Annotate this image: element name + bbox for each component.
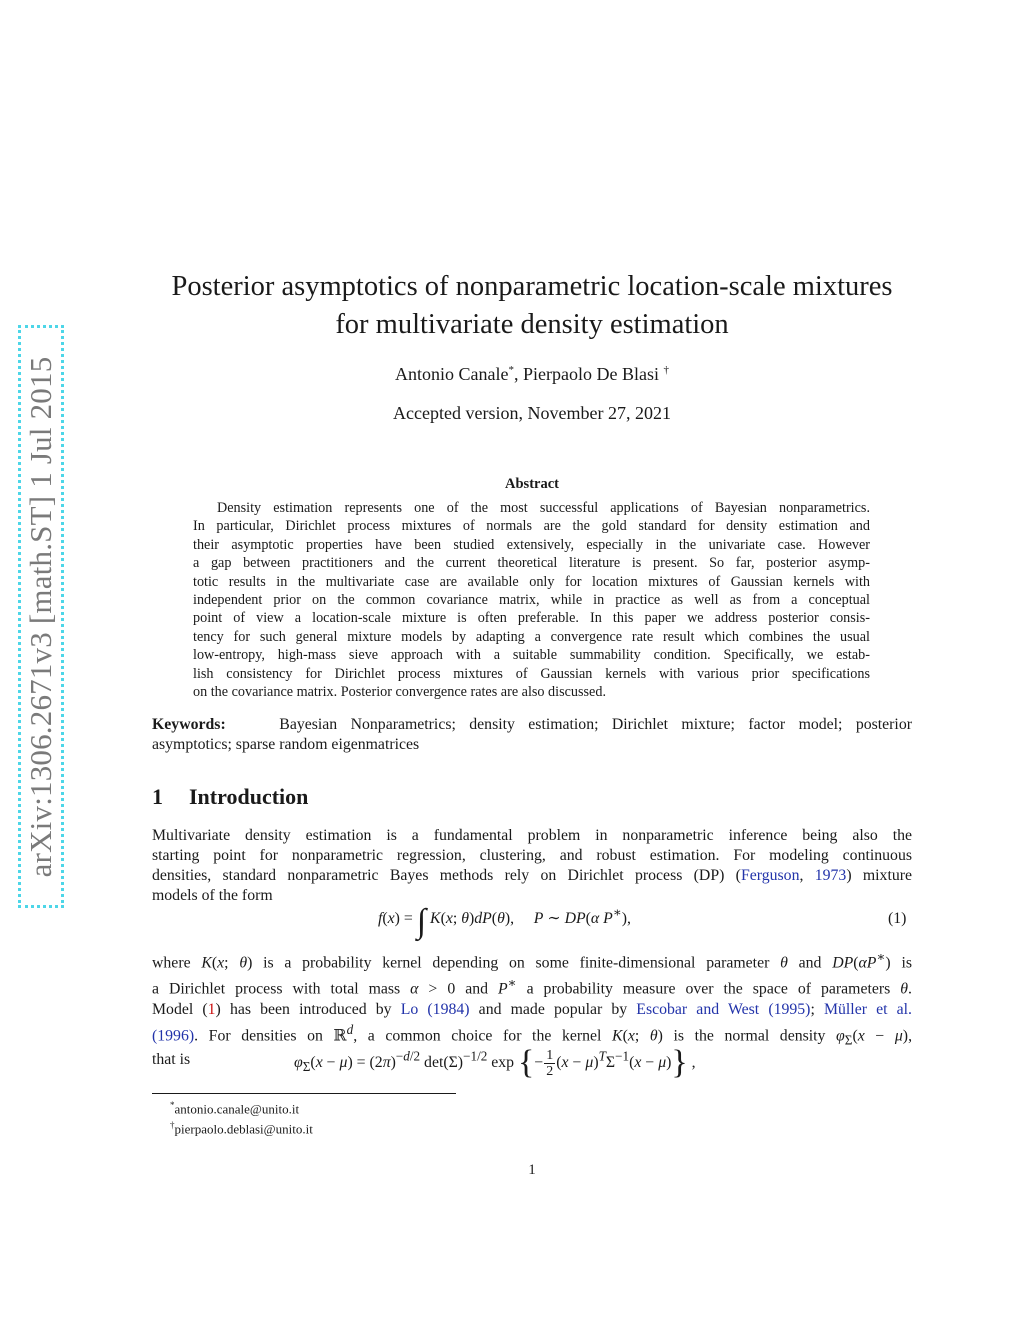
page-number: 1 bbox=[528, 1162, 536, 1178]
citation-muller[interactable]: Müller et al. bbox=[823, 1000, 912, 1018]
abstract-body bbox=[193, 499, 870, 701]
keywords-text-1: Bayesian Nonparametrics; density estimation; Dirichlet mixture; factor model; posterior bbox=[279, 716, 912, 733]
equation-1-number: (1) bbox=[888, 910, 907, 927]
para-line: a Dirichlet process with total mass α > 0 and P∗ a probability measure over the space of parameters θ. bbox=[152, 975, 912, 998]
intro-line: Multivariate density estimation is a fundamental problem in nonparametric inference being also the bbox=[152, 827, 912, 844]
para-line: (1996). For densities on ℝ$^d$, a common choice for the kernel K(x; θ) is the normal density $\varphi_\Sigma(x - \mu)$, bbox=[152, 1021, 913, 1047]
version-date: Accepted version, November 27, 2021 bbox=[393, 403, 671, 423]
intro-line: densities, standard nonparametric Bayes methods rely on Dirichlet process (DP) (Ferguson, 1973) mixture bbox=[152, 867, 913, 884]
abstract-line: In particular, Dirichlet process mixtures of normals are the gold standard for density estimation and bbox=[193, 518, 870, 535]
intro-line: models of the form bbox=[152, 887, 273, 904]
arxiv-stamp bbox=[18, 325, 64, 908]
author-separator: , bbox=[514, 364, 523, 384]
abstract-line: on the covariance matrix. Posterior convergence rates are also discussed. bbox=[193, 684, 606, 701]
intro-paragraph bbox=[152, 826, 912, 906]
para-line: where K(x; θ) is a probability kernel depending on some finite-dimensional parameter θ and DP(αP∗) is bbox=[152, 949, 912, 972]
abstract-line: a gap between practitioners and the current theoretical literature is present. So far, posterior asymp- bbox=[193, 555, 870, 572]
citation-muller-year[interactable]: (1996) bbox=[152, 1026, 195, 1044]
author-1-footnote-mark: * bbox=[508, 364, 514, 376]
abstract-line: independent prior on the common covariance matrix, while in practice as well as from a conceptual bbox=[193, 592, 870, 609]
arxiv-identifier: arXiv:1306.2671v3 [math.ST] 1 Jul 2015 bbox=[23, 356, 58, 877]
keywords-text-2: asymptotics; sparse random eigenmatrices bbox=[152, 736, 420, 753]
footnote-2-email: pierpaolo.deblasi@unito.it bbox=[174, 1121, 313, 1137]
paper-title-line2: for multivariate density estimation bbox=[335, 309, 729, 340]
para-line: that is bbox=[152, 1050, 191, 1068]
abstract-line: their asymptotic properties have been studied extensively, especially in the univariate case. However bbox=[193, 536, 870, 553]
keywords-label: Keywords: bbox=[152, 716, 226, 733]
author-1: Antonio Canale bbox=[395, 364, 509, 384]
para-line: Model (1) has been introduced by Lo (1984) and made popular by Escobar and West (1995); Müller et al. bbox=[152, 1000, 912, 1018]
citation-ferguson-year[interactable]: 1973 bbox=[814, 867, 847, 884]
footnote-rule bbox=[152, 1093, 456, 1094]
citation-lo[interactable]: Lo bbox=[400, 1000, 419, 1018]
section-heading bbox=[152, 784, 308, 810]
citation-lo-year[interactable]: (1984) bbox=[427, 1000, 470, 1018]
citation-escobar-west[interactable]: Escobar and West bbox=[636, 1000, 760, 1018]
abstract-line: point of view a location-scale mixture is often preferable. In this paper we address posterior consis- bbox=[193, 610, 870, 627]
citation-ferguson[interactable]: Ferguson bbox=[740, 867, 800, 884]
abstract-line: lish consistency for Dirichlet process mixtures of Gaussian kernels with various prior specifications bbox=[193, 665, 870, 682]
author-2: Pierpaolo De Blasi bbox=[523, 364, 659, 384]
footnote-1: *antonio.canale@unito.it bbox=[170, 1100, 300, 1117]
author-2-footnote-mark: † bbox=[663, 364, 669, 376]
keywords bbox=[152, 715, 912, 755]
authors bbox=[120, 364, 944, 385]
footnote-2: †pierpaolo.deblasi@unito.it bbox=[170, 1120, 313, 1137]
section-number: 1 bbox=[152, 784, 163, 809]
abstract-heading: Abstract bbox=[505, 476, 559, 492]
abstract-line: tency for such general mixture models by adapting a convergence rate result which combines the usual bbox=[193, 628, 870, 645]
equation-normal-density: $\varphi_\Sigma(x - \mu) = (2\pi)^{-d/2}$ $\det(\Sigma)^{-1/2}$ exp {− $\frac{1}{2}$ $(x - \mu)^T\Sigma^{-1}(x - \mu)$} , bbox=[294, 1044, 696, 1081]
section-title: Introduction bbox=[189, 784, 309, 809]
paper-title-line1: Posterior asymptotics of nonparametric location-scale mixtures bbox=[171, 271, 893, 302]
abstract-line: totic results in the multivariate case are available only for location mixtures of Gaussian kernels with bbox=[193, 573, 870, 590]
intro-line: starting point for nonparametric regression, clustering, and robust estimation. For modeling continuous bbox=[152, 847, 912, 864]
citation-escobar-west-year[interactable]: (1995) bbox=[768, 1000, 811, 1018]
abstract-line: low-entropy, high-mass sieve approach with a suitable summability condition. Specifically, we estab- bbox=[193, 647, 870, 664]
equation-1: f(x) = ∫ K(x; θ)dP(θ), P ∼ DP(α P∗), bbox=[378, 903, 631, 940]
equation-ref-1[interactable]: 1 bbox=[207, 1000, 216, 1018]
footnote-1-email: antonio.canale@unito.it bbox=[174, 1101, 300, 1117]
abstract-line: Density estimation represents one of the most successful applications of Bayesian nonparametrics. bbox=[217, 500, 870, 516]
footnotes bbox=[170, 1097, 313, 1138]
